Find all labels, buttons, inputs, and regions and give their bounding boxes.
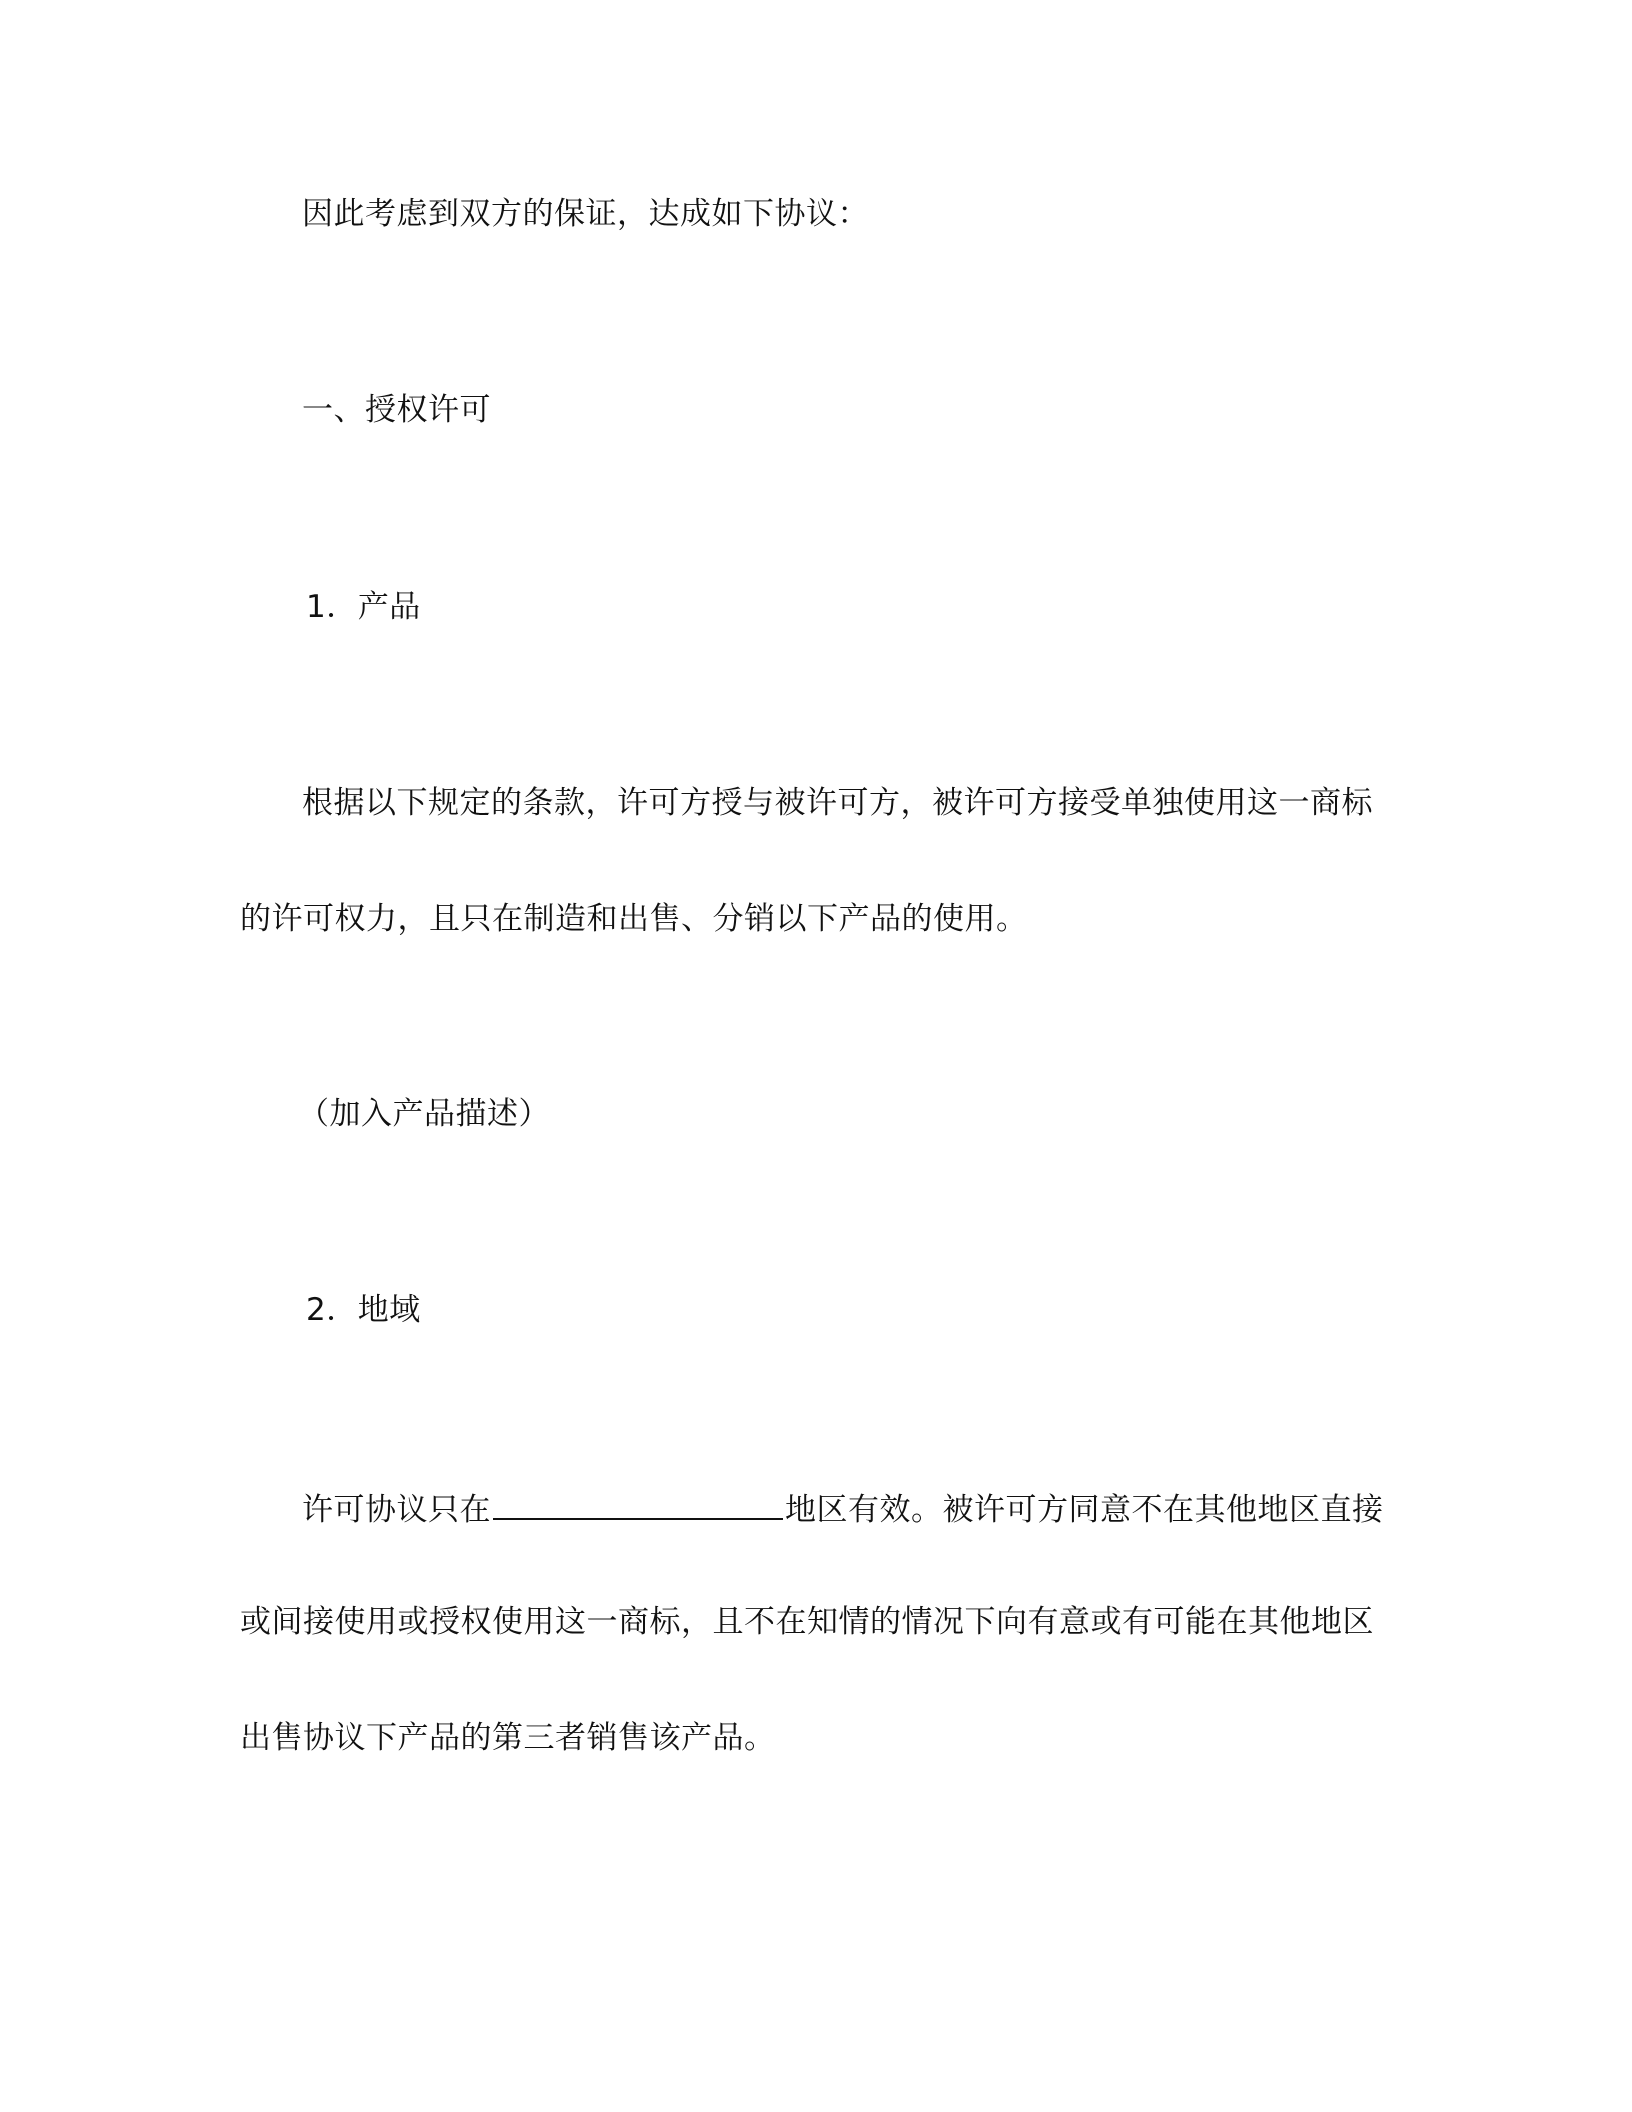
item-1-paragraph-line-2: 的许可权力，且只在制造和出售、分销以下产品的使用。 — [240, 901, 1028, 937]
item-2-paragraph-line-1 — [302, 1486, 1384, 1530]
item-1-heading: 1．产品 — [306, 589, 421, 625]
item-2-paragraph-line-2: 或间接使用或授权使用这一商标，且不在知情的情况下向有意或有可能在其他地区 — [240, 1604, 1374, 1640]
intro-text: 因此考虑到双方的保证，达成如下协议： — [302, 196, 869, 232]
item-1-paragraph-line-1: 根据以下规定的条款，许可方授与被许可方，被许可方接受单独使用这一商标 — [302, 785, 1373, 821]
item-2-text-before-blank: 许可协议只在 — [302, 1492, 491, 1528]
section-1-heading: 一、授权许可 — [302, 392, 491, 428]
item-2-paragraph-line-3: 出售协议下产品的第三者销售该产品。 — [240, 1720, 776, 1756]
region-blank-field — [493, 1486, 783, 1520]
item-2-text-after-blank: 地区有效。被许可方同意不在其他地区直接 — [785, 1492, 1384, 1528]
item-2-heading: 2．地域 — [306, 1292, 421, 1328]
product-description-placeholder: （加入产品描述） — [298, 1096, 550, 1132]
